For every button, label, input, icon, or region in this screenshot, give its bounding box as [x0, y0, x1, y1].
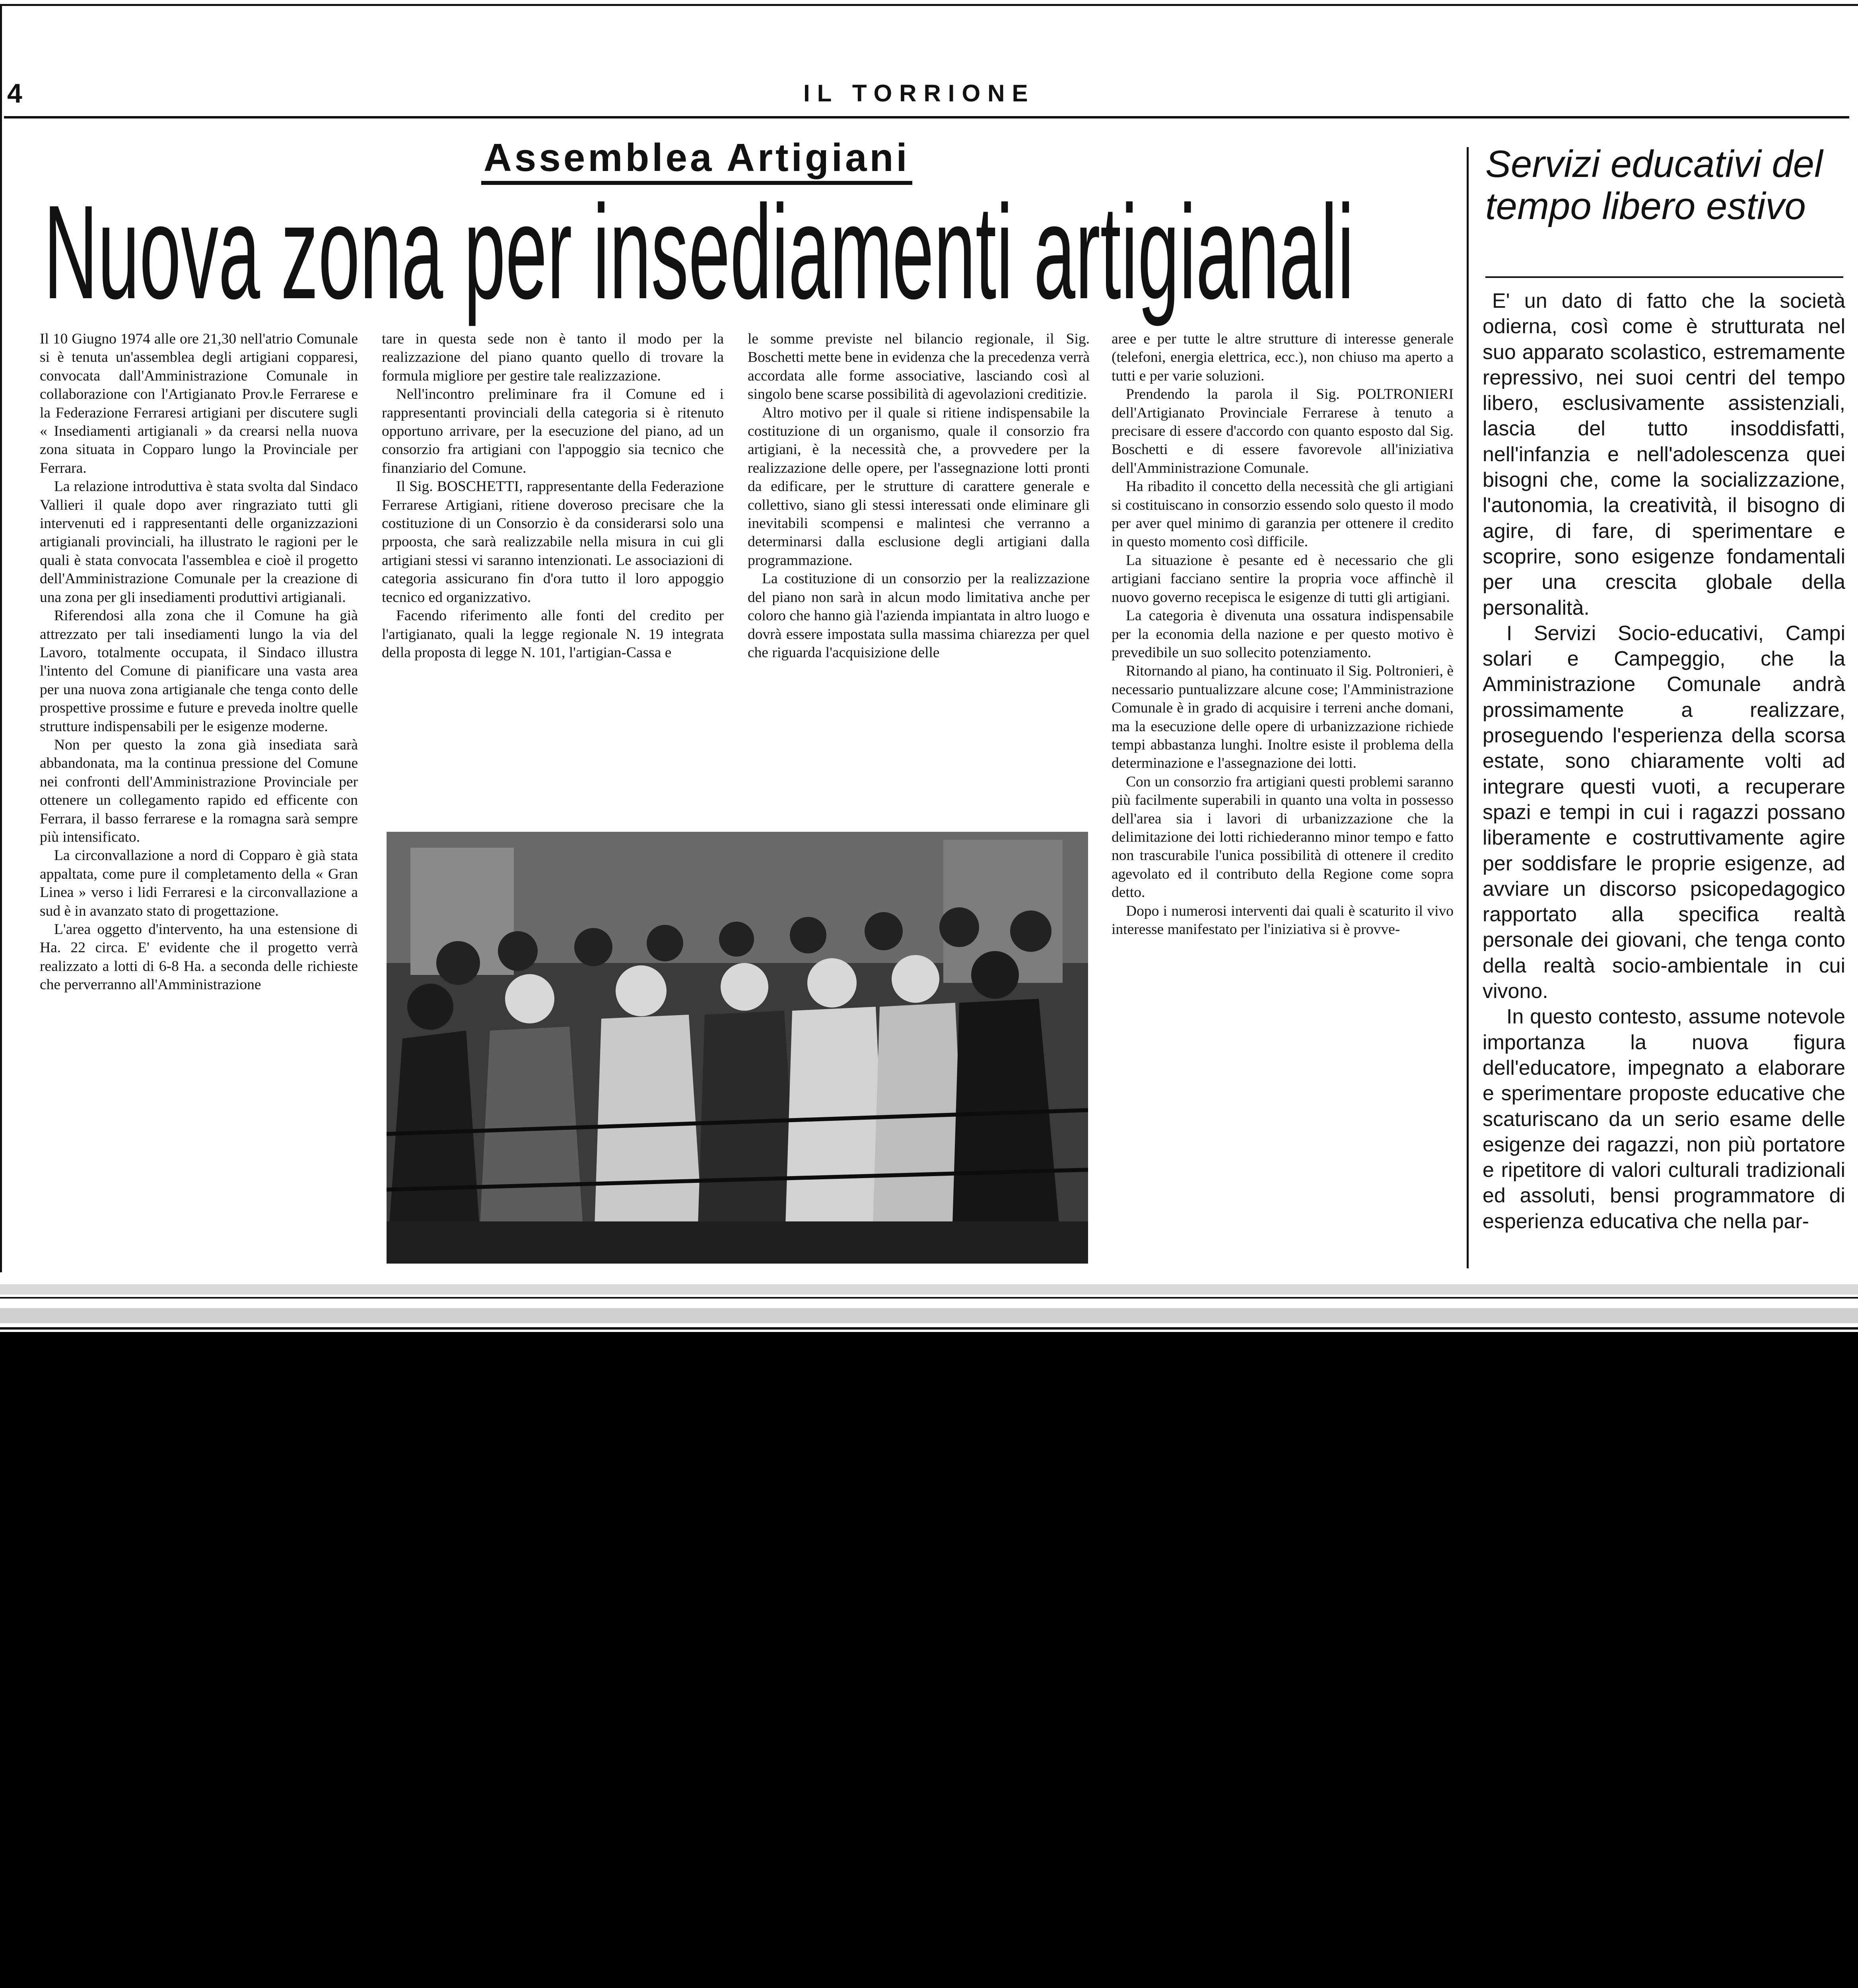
top-border: [0, 4, 1858, 6]
article-column-1: [40, 330, 358, 1260]
scan-edge-strip: [0, 1284, 1858, 1295]
article-paragraph: Prendendo la parola il Sig. POLTRONIERI dell'Artigianato Provinciale Ferrarese à tenuto a precisare di essere d'accordo con quanto esposto dal Sig. Boschetti e di essere favorevole all'iniziativa dell'Amministrazione Comunale.: [1112, 386, 1454, 476]
page-number: 4: [7, 78, 22, 109]
article-paragraph: Il 10 Giugno 1974 alle ore 21,30 nell'atrio Comunale si è tenuta un'assemblea degli artigiani copparesi, convocata dall'Amministrazione Comunale in collaborazione con l'Artigianato Prov.le Ferrarese e la Federazione Ferraresi artigiani per discutere sugli « Insediamenti artigianali » da crearsi nella nuova zona situata in Copparo lungo la Provinciale per Ferrara.: [40, 331, 358, 476]
article-paragraph: La costituzione di un consorzio per la realizzazione del piano non sarà in alcun modo limitativa anche per coloro che hanno già l'azienda impiantata in altro luogo e dovrà essere impostata sulla massima chiarezza per quel che riguarda l'acquisizione delle: [748, 571, 1090, 661]
sidebar-divider: [1467, 147, 1469, 1268]
scan-edge-strip: [0, 1308, 1858, 1323]
article-paragraph: Non per questo la zona già insediata sarà abbandonata, ma la continua pressione del Comune nei confronti dell'Amministrazione Provinciale per ottenere un collegamento rapido ed efficente con Ferrara, il basso ferrarese e la romagna sarà sempre più intensificato.: [40, 736, 358, 845]
audience-illustration: [387, 832, 1088, 1264]
left-border: [0, 4, 2, 1272]
sidebar-title-rule: [1485, 276, 1843, 278]
article-paragraph: aree e per tutte le altre strutture di interesse generale (telefoni, energia elettrica, ecc.), non chiuso ma aperto a tutti e per varie soluzioni.: [1112, 331, 1454, 384]
article-column-3: [748, 330, 1090, 827]
sidebar-paragraph: I Servizi Socio-educativi, Campi solari e Campeggio, che la Amministrazione Comunale andrà prossimamente a realizzare, proseguendo l'esperienza della scorsa estate, sono chiaramente volti ad integrare questi vuoti, a recuperare spazi e tempi in cui i ragazzi possano liberamente e costruttivamente agire per soddisfare le proprie esigenze, ad avviare un discorso psicopedagogico rapportato alla specifica realtà personale dei giovani, che tenga conto della realtà socio-ambientale in cui vivono.: [1483, 621, 1845, 1003]
article-paragraph: Nell'incontro preliminare fra il Comune ed i rappresentanti provinciali della categoria si è ritenuto opportuno arrivare, per la esecuzione del piano, ad un consorzio fra artigiani con l'appoggio sia tecnico che finanziario del Comune.: [382, 386, 724, 476]
sidebar-body: [1483, 288, 1845, 1266]
article-paragraph: La categoria è divenuta una ossatura indispensabile per la economia della nazione e per questo motivo è prevedibile un suo sollecito potenziamento.: [1112, 608, 1454, 661]
article-paragraph: L'area oggetto d'intervento, ha una estensione di Ha. 22 circa. E' evidente che il progetto verrà realizzato a lotti di 6-8 Ha. a seconda delle richieste che perverranno all'Amministrazione: [40, 921, 358, 993]
assembly-photo: [387, 832, 1088, 1264]
article-paragraph: Dopo i numerosi interventi dai quali è scaturito il vivo interesse manifestato per l'iniziativa si è provve-: [1112, 903, 1454, 938]
header-rule: [4, 116, 1849, 118]
article-kicker: Assemblea Artigiani: [481, 135, 912, 185]
article-paragraph: Il Sig. BOSCHETTI, rappresentante della Federazione Ferrarese Artigiani, ritiene doveroso precisare che la costituzione di un Consorzio è da considerarsi solo una prpoosta, che sarà realizzabile nella misura in cui gli artigiani stessi vi saranno intenzionati. Le associazioni di categoria assicurano fin d'ora tutto il loro appoggio tecnico ed organizzativo.: [382, 478, 724, 606]
article-paragraph: La situazione è pesante ed è necessario che gli artigiani facciano sentire la propria voce affinchè il nuovo governo recepisca le esigenze di tutti gli artigiani.: [1112, 552, 1454, 606]
sidebar-paragraph: E' un dato di fatto che la società odierna, così come è strutturata nel suo apparato scolastico, estremamente repressivo, nei suoi centri del tempo libero, esclusivamente assistenziali, lascia del tutto insoddisfatti, nell'infanzia e nell'adolescenza quei bisogni che, come la socializzazione, l'autonomia, la creatività, il bisogno di agire, di fare, di sperimentare e scoprire, sono esigenze fondamentali per una crescita globale della personalità.: [1483, 289, 1845, 619]
article-paragraph: La circonvallazione a nord di Copparo è già stata appaltata, come pure il completamento della « Gran Linea » verso i lidi Ferraresi e la circonvallazione a sud è in avanzato stato di progettazione.: [40, 847, 358, 919]
article-paragraph: le somme previste nel bilancio regionale, il Sig. Boschetti mette bene in evidenza che la precedenza verrà accordata alle forme associative, lasciando così al singolo bene scarse possibilità di agevolazioni creditizie.: [748, 331, 1090, 403]
article-paragraph: Altro motivo per il quale si ritiene indispensabile la costituzione di un organismo, quale il consorzio fra artigiani, è la necessità che, a provvedere per la realizzazione delle opere, per l'assegnazione lotti pronti da edificare, per le strutture di carattere generale e collettivo, siano gli stessi interessati onde eliminare gli inevitabili scompensi e malintesi che verranno a determinarsi dalla esclusione degli artigiani dalla programmazione.: [748, 404, 1090, 569]
article-paragraph: Ha ribadito il concetto della necessità che gli artigiani si costituiscano in consorzio essendo solo questo il modo per aver quel minimo di garanzia per ottenere il credito in questo momento così difficile.: [1112, 478, 1454, 550]
sidebar-title: Servizi educativi del tempo libero estivo: [1485, 143, 1823, 227]
scan-edge-line: [0, 1297, 1858, 1299]
article-paragraph: Riferendosi alla zona che il Comune ha già attrezzato per tali insediamenti lungo la via del Lavoro, totalmente occupata, il Sindaco illustra l'intento del Comune di pianificare una vasta area per una nuova zona artigianale che tenga conto delle prospettive prossime e future e preveda inoltre quelle strutture indispensabili per le esigenze moderne.: [40, 608, 358, 735]
article-column-4: [1112, 330, 1454, 1276]
article-paragraph: La relazione introduttiva è stata svolta dal Sindaco Vallieri il quale dopo aver ringraziato tutti gli intervenuti ed i rappresentanti delle organizzazioni artigianali provinciali, ha illustrato le ragioni per le quali è stata convocata l'assemblea e cioè il progetto dell'Amministrazione Comunale per la creazione di una zona per gli insediamenti produttivi artigianali.: [40, 478, 358, 606]
scan-edge-line: [0, 1327, 1858, 1330]
article-headline: Nuova zona per insediamenti artigianali: [44, 178, 1354, 327]
article-paragraph: Con un consorzio fra artigiani questi problemi saranno più facilmente superabili in quanto una volta in possesso dell'area sia i lavori di urbanizzazione che la delimitazione dei lotti richiederanno minor tempo e fatto non trascurabile l'unica possibilità di ottenere il credito agevolato ed il contributo della Regione come sopra detto.: [1112, 773, 1454, 901]
article-paragraph: Facendo riferimento alle fonti del credito per l'artigianato, quali la legge regionale N. 19 integrata della proposta di legge N. 101, l'artigian-Cassa e: [382, 608, 724, 661]
article-paragraph: Ritornando al piano, ha continuato il Sig. Poltronieri, è necessario puntualizzare alcune cose; l'Amministrazione Comunale è in grado di acquisire i terreni anche domani, ma la esecuzione delle opere di urbanizzazione richiede tempi abbastanza lunghi. Inoltre esiste il problema della determinazione e l'assegnazione dei lotti.: [1112, 663, 1454, 772]
article-column-2: [382, 330, 724, 827]
article-paragraph: tare in questa sede non è tanto il modo per la realizzazione del piano quanto quello di trovare la formula migliore per gestire tale realizzazione.: [382, 331, 724, 384]
masthead: IL TORRIONE: [803, 80, 1035, 107]
sidebar-paragraph: In questo contesto, assume notevole importanza la nuova figura dell'educatore, impegnato a elaborare e sperimentare proposte educative che scaturiscano da un serio esame delle esigenze dei ragazzi, non più portatore e ripetitore di valori culturali tradizionali ed assoluti, bensi programmatore di esperienza educativa che nella par-: [1483, 1005, 1845, 1233]
